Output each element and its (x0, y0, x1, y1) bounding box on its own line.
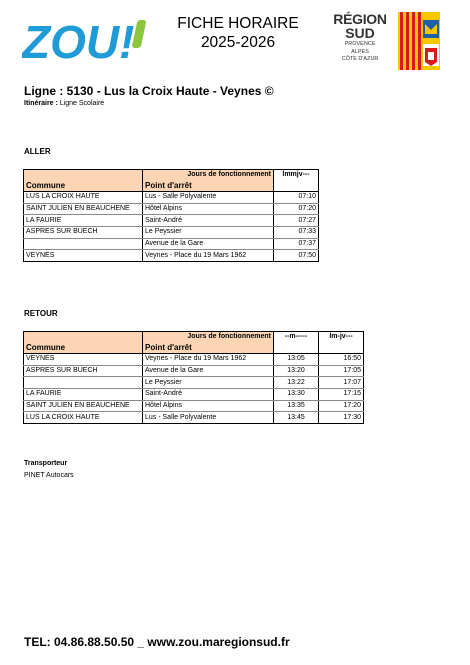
retour-time-cell: 13:35 (274, 400, 319, 412)
retour-jours-label: Jours de fonctionnement (143, 332, 274, 343)
table-row (24, 412, 364, 424)
aller-col-arret: Point d'arrêt (143, 180, 274, 192)
title-line-2: 2025-2026 (200, 34, 276, 51)
retour-time-cell: 13:22 (274, 377, 319, 389)
aller-time-cell: 07:27 (274, 215, 319, 227)
aller-commune-cell: LA FAURIE (24, 215, 143, 227)
line-title: Ligne : 5130 - Lus la Croix Haute - Veynes © (24, 84, 274, 98)
retour-commune-cell: ASPRES SUR BUECH (24, 365, 143, 377)
retour-commune-cell: SAINT JULIEN EN BEAUCHENE (24, 400, 143, 412)
aller-time-cell: 07:50 (274, 250, 319, 262)
aller-col-commune: Commune (24, 180, 143, 192)
aller-commune-cell: ASPRES SUR BUECH (24, 227, 143, 239)
aller-commune-cell: SAINT JULIEN EN BEAUCHENE (24, 203, 143, 215)
region-logo-text (328, 12, 392, 63)
region-logo-sub-1: PROVENCE (344, 41, 376, 47)
retour-section-title: RETOUR (24, 309, 58, 318)
retour-commune-cell: VEYNES (24, 354, 143, 366)
aller-arret-cell: Saint-André (143, 215, 274, 227)
retour-timetable (23, 331, 364, 424)
itinerary (24, 100, 104, 107)
table-row (24, 250, 319, 262)
aller-time-cell: 07:10 (274, 192, 319, 204)
retour-time-cell: 17:05 (319, 365, 364, 377)
region-logo-sub-3: CÔTE D'AZUR (341, 56, 379, 62)
retour-time-cell: 13:05 (274, 354, 319, 366)
aller-timetable (23, 169, 319, 262)
retour-commune-cell: LUS LA CROIX HAUTE (24, 412, 143, 424)
table-row (24, 227, 319, 239)
aller-arret-cell: Avenue de la Gare (143, 238, 274, 250)
retour-col-arret: Point d'arrêt (143, 342, 274, 354)
retour-time-cell: 17:30 (319, 412, 364, 424)
region-logo-line-1: RÉGION (333, 11, 387, 27)
document-title (158, 14, 318, 52)
retour-time-cell: 17:20 (319, 400, 364, 412)
aller-arret-cell: Veynes - Place du 19 Mars 1962 (143, 250, 274, 262)
retour-header-blank (24, 332, 143, 343)
region-coat-of-arms-icon (398, 12, 440, 70)
table-row (24, 365, 364, 377)
aller-header-blank (24, 170, 143, 181)
retour-arret-cell: Saint-André (143, 389, 274, 401)
retour-arret-cell: Lus - Salle Polyvalente (143, 412, 274, 424)
retour-service-header: lm-jv--- (319, 332, 364, 343)
table-row (24, 215, 319, 227)
itinerary-value: Ligne Scolaire (59, 100, 105, 107)
aller-jours-label: Jours de fonctionnement (143, 170, 274, 181)
table-row (24, 389, 364, 401)
retour-arret-cell: Le Peyssier (143, 377, 274, 389)
zou-logo (22, 18, 154, 62)
zou-logo-text: ZOU! (22, 18, 135, 62)
retour-time-cell: 13:30 (274, 389, 319, 401)
aller-time-cell: 07:20 (274, 203, 319, 215)
retour-service-blank (274, 342, 319, 354)
retour-arret-cell: Veynes - Place du 19 Mars 1962 (143, 354, 274, 366)
retour-time-cell: 13:45 (274, 412, 319, 424)
region-sud-logo (328, 12, 448, 76)
transporteur-name: PINET Autocars (24, 472, 74, 479)
region-logo-sub-2: ALPES (351, 48, 369, 55)
retour-arret-cell: Hôtel Alpins (143, 400, 274, 412)
itinerary-label: Itinéraire : (24, 100, 58, 107)
table-row (24, 354, 364, 366)
table-row (24, 377, 364, 389)
aller-time-cell: 07:33 (274, 227, 319, 239)
retour-col-commune: Commune (24, 342, 143, 354)
aller-arret-cell: Le Peyssier (143, 227, 274, 239)
aller-arret-cell: Hôtel Alpins (143, 203, 274, 215)
retour-time-cell: 17:15 (319, 389, 364, 401)
table-row (24, 203, 319, 215)
table-row (24, 192, 319, 204)
title-line-1: FICHE HORAIRE (177, 15, 299, 32)
aller-commune-cell: LUS LA CROIX HAUTE (24, 192, 143, 204)
table-row (24, 238, 319, 250)
retour-commune-cell: LA FAURIE (24, 389, 143, 401)
aller-arret-cell: Lus - Salle Polyvalente (143, 192, 274, 204)
aller-service-blank (274, 180, 319, 192)
aller-service-header: lmmjv--- (274, 170, 319, 181)
retour-time-cell: 17:07 (319, 377, 364, 389)
retour-service-header: --m----- (274, 332, 319, 343)
table-row (24, 400, 364, 412)
region-logo-line-2: SUD (345, 25, 375, 41)
transporteur-label: Transporteur (24, 460, 68, 467)
aller-section-title: ALLER (24, 147, 51, 156)
retour-time-cell: 13:20 (274, 365, 319, 377)
retour-commune-cell (24, 377, 143, 389)
footer-contact: TEL: 04.86.88.50.50 _ www.zou.maregionsud.fr (24, 635, 290, 649)
retour-arret-cell: Avenue de la Gare (143, 365, 274, 377)
retour-time-cell: 16:50 (319, 354, 364, 366)
aller-commune-cell (24, 238, 143, 250)
aller-commune-cell: VEYNES (24, 250, 143, 262)
retour-service-blank (319, 342, 364, 354)
aller-time-cell: 07:37 (274, 238, 319, 250)
